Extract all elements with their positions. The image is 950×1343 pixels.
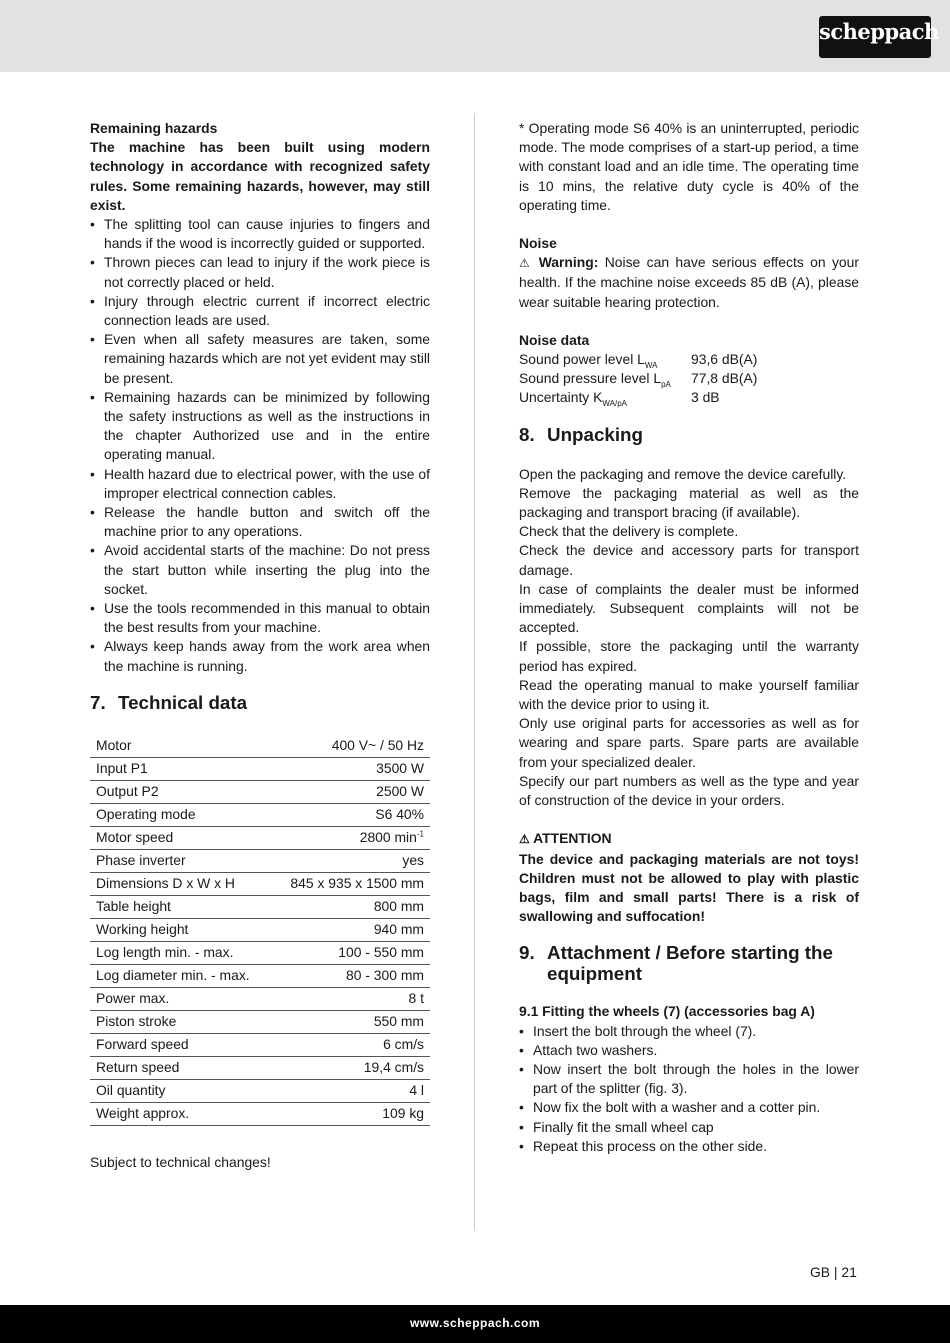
spec-label: Working height <box>90 918 271 941</box>
spec-value <box>271 1079 430 1102</box>
paragraph: Check the device and accessory parts for transport damage. <box>519 542 859 578</box>
technical-data-heading <box>90 692 430 713</box>
paragraph: Open the packaging and remove the device carefully. <box>519 465 847 482</box>
table-row <box>90 735 430 758</box>
spec-label: Table height <box>90 895 271 918</box>
spec-value-text: 800 mm <box>373 898 424 915</box>
table-row <box>90 1102 430 1125</box>
spec-label: Oil quantity <box>90 1079 271 1102</box>
section-title: Attachment / Before starting the equipment <box>547 942 833 985</box>
table-row <box>90 1033 430 1056</box>
wheels-subtitle: 9.1 Fitting the wheels (7) (accessories bag A) <box>519 1003 815 1020</box>
spec-value <box>271 987 430 1010</box>
list-item: • Finally fit the small wheel cap <box>519 1118 859 1137</box>
spec-value-text: 8 t <box>408 990 424 1007</box>
warning-icon: ⚠ <box>519 832 530 847</box>
website-link[interactable]: www.scheppach.com <box>409 1316 541 1330</box>
list-item: • Now insert the bolt through the holes in the lower part of the splitter (fig. 3). <box>519 1060 859 1098</box>
spec-value-text: S6 40% <box>375 806 424 823</box>
spec-label: Piston stroke <box>90 1010 271 1033</box>
spec-label: Return speed <box>90 1056 271 1079</box>
spec-label: Forward speed <box>90 1033 271 1056</box>
list-item: • Health hazard due to electrical power, with the use of improper electrical connection cables. <box>90 465 430 503</box>
table-row <box>90 757 430 780</box>
spec-value <box>271 757 430 780</box>
table-row <box>90 895 430 918</box>
noise-data-title: Noise data <box>519 331 590 348</box>
spec-value-text: 19,4 cm/s <box>363 1059 424 1076</box>
list-item: • Release the handle button and switch off the machine prior to any operations. <box>90 503 430 541</box>
noise-label-text: Sound power level L <box>519 351 645 368</box>
page-number: GB | 21 <box>810 1264 857 1280</box>
table-row <box>90 918 430 941</box>
attention-text: The device and packaging materials are not toys! Children must not be allowed to play with plastic bags, film and small parts! There is a risk of swallowing and suffocation! <box>519 850 859 925</box>
noise-label-subscript: pA <box>661 380 671 390</box>
brand-logo <box>819 16 939 58</box>
spec-value <box>271 895 430 918</box>
spec-value <box>271 1033 430 1056</box>
paragraph: In case of complaints the dealer must be informed immediately. Subsequent complaints will not be accepted. <box>519 580 859 636</box>
spec-value-text: 550 mm <box>373 1013 424 1030</box>
noise-data-table <box>519 350 757 408</box>
list-item: • Remaining hazards can be minimized by following the safety instructions as well as the instructions in the chapter Authorized use and in the entire operating manual. <box>90 388 430 465</box>
spec-value-text: 2800 min <box>359 829 417 846</box>
spec-value <box>271 918 430 941</box>
brand-logo-text: scheppach <box>819 19 939 44</box>
list-item: • Attach two washers. <box>519 1041 859 1060</box>
attachment-heading <box>519 942 859 984</box>
paragraph: Only use original parts for accessories as well as for wearing and spare parts. Spare parts are available from your specialized dealer. <box>519 715 859 770</box>
list-item: • Injury through electric current if incorrect electric connection leads are used. <box>90 292 430 330</box>
noise-label-text: Sound pressure level L <box>519 370 662 387</box>
remaining-hazards-title: Remaining hazards <box>90 120 218 136</box>
spec-label: Power max. <box>90 987 271 1010</box>
wheels-steps-list <box>519 1022 859 1156</box>
section-title: Unpacking <box>547 423 644 445</box>
list-item: • Avoid accidental starts of the machine: Do not press the start button while inserting the plug into the socket. <box>90 541 430 599</box>
table-row <box>519 388 757 407</box>
spec-label: Dimensions D x W x H <box>90 872 271 895</box>
noise-warning <box>519 253 859 312</box>
noise-value: 77,8 dB(A) <box>691 370 758 387</box>
technical-data-table <box>90 735 430 1126</box>
spec-value <box>271 1010 430 1033</box>
list-item: • Always keep hands away from the work area when the machine is running. <box>90 637 430 675</box>
noise-label-subscript: WA/pA <box>602 399 627 409</box>
section-title: Technical data <box>118 691 248 713</box>
noise-title: Noise <box>519 235 557 252</box>
spec-value-text: 3500 W <box>376 760 424 777</box>
operating-mode-note: * Operating mode S6 40% is an uninterrupted, periodic mode. The mode comprises of a start-up period, a time with constant load and an idle time. The operating time is 10 mins, the relative duty cycle is 40% of the operating time. <box>519 120 859 213</box>
technical-changes-note: Subject to technical changes! <box>90 1153 271 1170</box>
list-item: • Thrown pieces can lead to injury if the work piece is not correctly placed or held. <box>90 253 430 291</box>
table-row <box>519 350 757 369</box>
spec-value-text: 4 l <box>409 1082 424 1099</box>
spec-label: Log diameter min. - max. <box>90 964 271 987</box>
warning-text: Noise can have serious effects on your health. If the machine noise exceeds 85 dB (A), please wear suitable hearing protection. <box>519 254 860 310</box>
table-row <box>90 941 430 964</box>
page-number-value: 21 <box>841 1264 857 1280</box>
spec-value-text: 109 kg <box>382 1105 424 1122</box>
section-number: 7. <box>90 691 106 713</box>
table-row <box>90 987 430 1010</box>
spec-value-text: 2500 W <box>376 783 424 800</box>
left-column <box>90 119 430 1172</box>
spec-label: Motor <box>90 735 271 758</box>
unpacking-heading <box>519 424 859 445</box>
spec-value <box>271 964 430 987</box>
spec-value <box>271 1056 430 1079</box>
right-column <box>519 119 859 1156</box>
paragraph: Read the operating manual to make yourself familiar with the device prior to using it. <box>519 676 859 713</box>
table-row <box>90 849 430 872</box>
spec-value-text: 400 V~ / 50 Hz <box>331 737 424 754</box>
section-number: 9. <box>519 942 535 964</box>
paragraph: Remove the packaging material as well as the packaging and transport bracing (if available). <box>519 484 859 521</box>
noise-value: 3 dB <box>691 389 720 406</box>
spec-value-superscript: -1 <box>416 829 424 839</box>
attention-title <box>519 829 859 849</box>
spec-value <box>271 872 430 895</box>
unpacking-text <box>519 465 859 811</box>
table-row <box>90 1056 430 1079</box>
spec-label: Log length min. - max. <box>90 941 271 964</box>
spec-value <box>271 803 430 826</box>
spec-label: Phase inverter <box>90 849 271 872</box>
noise-value: 93,6 dB(A) <box>691 351 758 368</box>
section-number: 8. <box>519 423 535 445</box>
table-row <box>90 803 430 826</box>
noise-label <box>519 369 691 388</box>
noise-label-subscript: WA <box>644 360 658 370</box>
list-item: • Even when all safety measures are taken, some remaining hazards which are not yet evident may still be present. <box>90 330 430 388</box>
table-row <box>519 369 757 388</box>
table-row <box>90 872 430 895</box>
spec-value-text: 80 - 300 mm <box>346 967 424 984</box>
spec-label: Input P1 <box>90 757 271 780</box>
warning-icon: ⚠ <box>519 256 533 271</box>
spec-value <box>271 1102 430 1125</box>
column-divider <box>474 113 475 1231</box>
noise-label <box>519 388 691 407</box>
remaining-hazards-intro: The machine has been built using modern technology in accordance with recognized safety rules. Some remaining hazards, however, may still exist. <box>90 139 430 213</box>
table-row <box>90 780 430 803</box>
attention-label: ATTENTION <box>533 830 612 847</box>
spec-value-text: 100 - 550 mm <box>338 944 424 961</box>
spec-value <box>271 735 430 758</box>
table-row <box>90 826 430 849</box>
spec-label: Output P2 <box>90 780 271 803</box>
footer-bar <box>0 1305 950 1343</box>
spec-value-text: yes <box>402 852 424 869</box>
spec-value <box>271 780 430 803</box>
list-item: • Use the tools recommended in this manual to obtain the best results from your machine. <box>90 599 430 637</box>
header-bar <box>0 0 950 72</box>
spec-label: Motor speed <box>90 826 271 849</box>
spec-value <box>271 849 430 872</box>
spec-value-text: 6 cm/s <box>383 1036 424 1053</box>
paragraph: If possible, store the packaging until the warranty period has expired. <box>519 638 859 674</box>
paragraph: Specify our part numbers as well as the type and year of construction of the device in your orders. <box>519 772 859 809</box>
list-item: • The splitting tool can cause injuries to fingers and hands if the wood is incorrectly guided or supported. <box>90 215 430 253</box>
noise-label <box>519 350 691 369</box>
table-row <box>90 1079 430 1102</box>
spec-label: Weight approx. <box>90 1102 271 1125</box>
spec-value <box>271 941 430 964</box>
remaining-hazards-list <box>90 215 430 676</box>
list-item: • Insert the bolt through the wheel (7). <box>519 1022 859 1041</box>
table-row <box>90 964 430 987</box>
spec-value-text: 845 x 935 x 1500 mm <box>290 875 424 892</box>
spec-label: Operating mode <box>90 803 271 826</box>
spec-value <box>271 826 430 849</box>
noise-label-text: Uncertainty K <box>519 389 603 406</box>
list-item: • Now fix the bolt with a washer and a cotter pin. <box>519 1098 859 1117</box>
paragraph: Check that the delivery is complete. <box>519 523 739 540</box>
warning-label: Warning: <box>538 254 599 271</box>
spec-value-text: 940 mm <box>373 921 424 938</box>
page-language: GB <box>810 1264 831 1280</box>
table-row <box>90 1010 430 1033</box>
list-item: • Repeat this process on the other side. <box>519 1137 859 1156</box>
